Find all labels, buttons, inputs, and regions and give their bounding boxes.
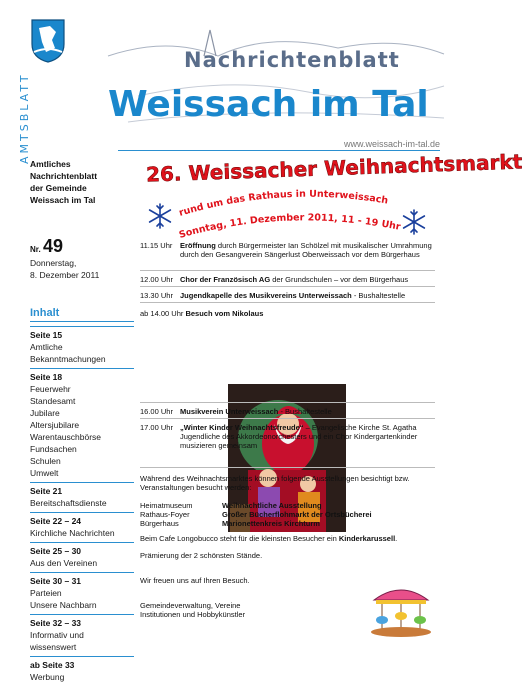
toc-item: Feuerwehr	[30, 384, 71, 394]
toc-item: Bereitschaftsdienste	[30, 498, 107, 508]
issue-date: 8. Dezember 2011	[30, 270, 100, 280]
toc-heading: Inhalt	[30, 307, 134, 322]
cafe-text: Beim Cafe Longobucco steht für die kleinsten Besucher ein Kinderkarussell.	[140, 534, 398, 543]
schedule-desc: Musikverein Unterweissach - Bushaltestelle	[180, 407, 332, 416]
schedule-desc: Eröffnung durch Bürgermeister Ian Schölzel mit musikalischer Umrahmung durch den Gesangverein Sängerlust Oberweissach vor dem Bürgerhaus	[180, 241, 432, 259]
divider	[140, 302, 435, 303]
schedule-desc: „Winter Kinder Weihnachtsfreude“ – Evangelische Kirche St. Agatha Jugendliche des Akkordeonorchesters und ein Chor Kindergartenkinder musizieren gemeinsam	[180, 423, 418, 450]
schedule-time: 12.00 Uhr	[140, 275, 173, 284]
toc-item: Unsere Nachbarn	[30, 600, 97, 610]
divider	[140, 467, 435, 468]
schedule-time: 16.00 Uhr	[140, 407, 173, 416]
nikolaus-text: ab 14.00 Uhr Besuch vom Nikolaus	[140, 309, 264, 318]
toc-section-heading: ab Seite 33	[30, 656, 134, 671]
divider	[140, 402, 435, 403]
toc-section-heading: Seite 18	[30, 368, 134, 383]
publisher-block	[30, 158, 134, 206]
header-url: www.weissach-im-tal.de	[343, 139, 440, 149]
toc-item: Bekanntmachungen	[30, 354, 106, 364]
toc-item: Umwelt	[30, 468, 59, 478]
amtsblatt-vertical-label: AMTSBLATT	[18, 72, 31, 164]
publisher-line: Weissach im Tal	[30, 195, 96, 205]
exhibits-list	[140, 501, 432, 528]
arc-line-1: rund um das Rathaus in Unterweissach	[177, 188, 389, 219]
crest-icon	[30, 18, 66, 64]
schedule-row	[140, 291, 435, 300]
toc-section-heading: Seite 21	[30, 482, 134, 497]
schedule-row	[140, 275, 435, 284]
issue-number	[30, 236, 134, 257]
toc-section-heading: Seite 30 – 31	[30, 572, 134, 587]
schedule-desc: Jugendkapelle des Musikvereins Unterweissach - Bushaltestelle	[180, 291, 406, 300]
header-rule	[118, 150, 440, 151]
divider	[140, 270, 435, 271]
table-of-contents	[30, 326, 134, 683]
toc-item: Informativ und	[30, 630, 84, 640]
toc-item: Fundsachen	[30, 444, 77, 454]
schedule-row	[140, 407, 435, 416]
toc-item: Warentauschbörse	[30, 432, 102, 442]
toc-section-heading: Seite 25 – 30	[30, 542, 134, 557]
carousel-icon	[368, 580, 434, 640]
toc-item: Altersjubilare	[30, 420, 80, 430]
issue-weekday: Donnerstag,	[30, 258, 77, 268]
publisher-line: Amtliches	[30, 159, 71, 169]
divider	[140, 286, 435, 287]
schedule-time: 17.00 Uhr	[140, 423, 173, 432]
issue-nr-label: Nr.	[30, 245, 41, 254]
toc-item: Amtliche	[30, 342, 63, 352]
sign-line-2: Institutionen und Hobbykünstler	[140, 610, 246, 619]
toc-section-heading: Seite 22 – 24	[30, 512, 134, 527]
freuen-text: Wir freuen uns auf Ihren Besuch.	[140, 576, 250, 585]
snowflake-icon	[400, 208, 428, 236]
article-title: 26. Weissacher Weihnachtsmarkt	[145, 149, 523, 187]
toc-item: wissenswert	[30, 642, 77, 652]
toc-item: Kirchliche Nachrichten	[30, 528, 115, 538]
schedule-row	[140, 241, 435, 259]
toc-section-heading: Seite 15	[30, 326, 134, 341]
snowflake-icon	[146, 202, 174, 230]
exhibit-row: Heimatmuseum Weihnachtliche Ausstellung	[140, 501, 322, 510]
toc-item: Parteien	[30, 588, 62, 598]
exhibits-intro: Während des Weihnachtsmarktes können folgende Ausstellungen besichtigt bzw. Veranstaltungen besucht werden:	[140, 474, 410, 492]
publisher-line: Nachrichtenblatt	[30, 171, 98, 181]
toc-item: Jubilare	[30, 408, 60, 418]
publisher-line: der Gemeinde	[30, 183, 87, 193]
toc-item: Standesamt	[30, 396, 76, 406]
sign-line-1: Gemeindeverwaltung, Vereine	[140, 601, 241, 610]
schedule-time: 11.15 Uhr	[140, 241, 173, 250]
article	[140, 149, 523, 640]
exhibit-row: Rathaus-Foyer Großer Bücherflohmarkt der Ortsbücherei	[140, 510, 372, 519]
arc-line-2: Sonntag, 11. Dezember 2011, 11 - 19 Uhr	[177, 212, 402, 241]
issue-nr: 49	[43, 236, 64, 256]
sidebar	[30, 152, 134, 682]
toc-section-heading: Seite 32 – 33	[30, 614, 134, 629]
nikolaus-row	[140, 309, 435, 318]
schedule-desc: Chor der Französisch AG der Grundschulen – vor dem Bürgerhaus	[180, 275, 409, 284]
schedule-time: 13.30 Uhr	[140, 291, 173, 300]
toc-item: Aus den Vereinen	[30, 558, 98, 568]
exhibit-row: Bürgerhaus Marionettenkreis Kirchturm	[140, 519, 320, 528]
divider	[140, 418, 435, 419]
header-nachrichtenblatt: Nachrichtenblatt	[184, 48, 400, 72]
praemie-text: Prämierung der 2 schönsten Stände.	[140, 551, 263, 560]
toc-item: Schulen	[30, 456, 61, 466]
header-title: Weissach im Tal	[108, 84, 429, 125]
schedule-row	[140, 423, 435, 450]
toc-item: Werbung	[30, 672, 65, 682]
